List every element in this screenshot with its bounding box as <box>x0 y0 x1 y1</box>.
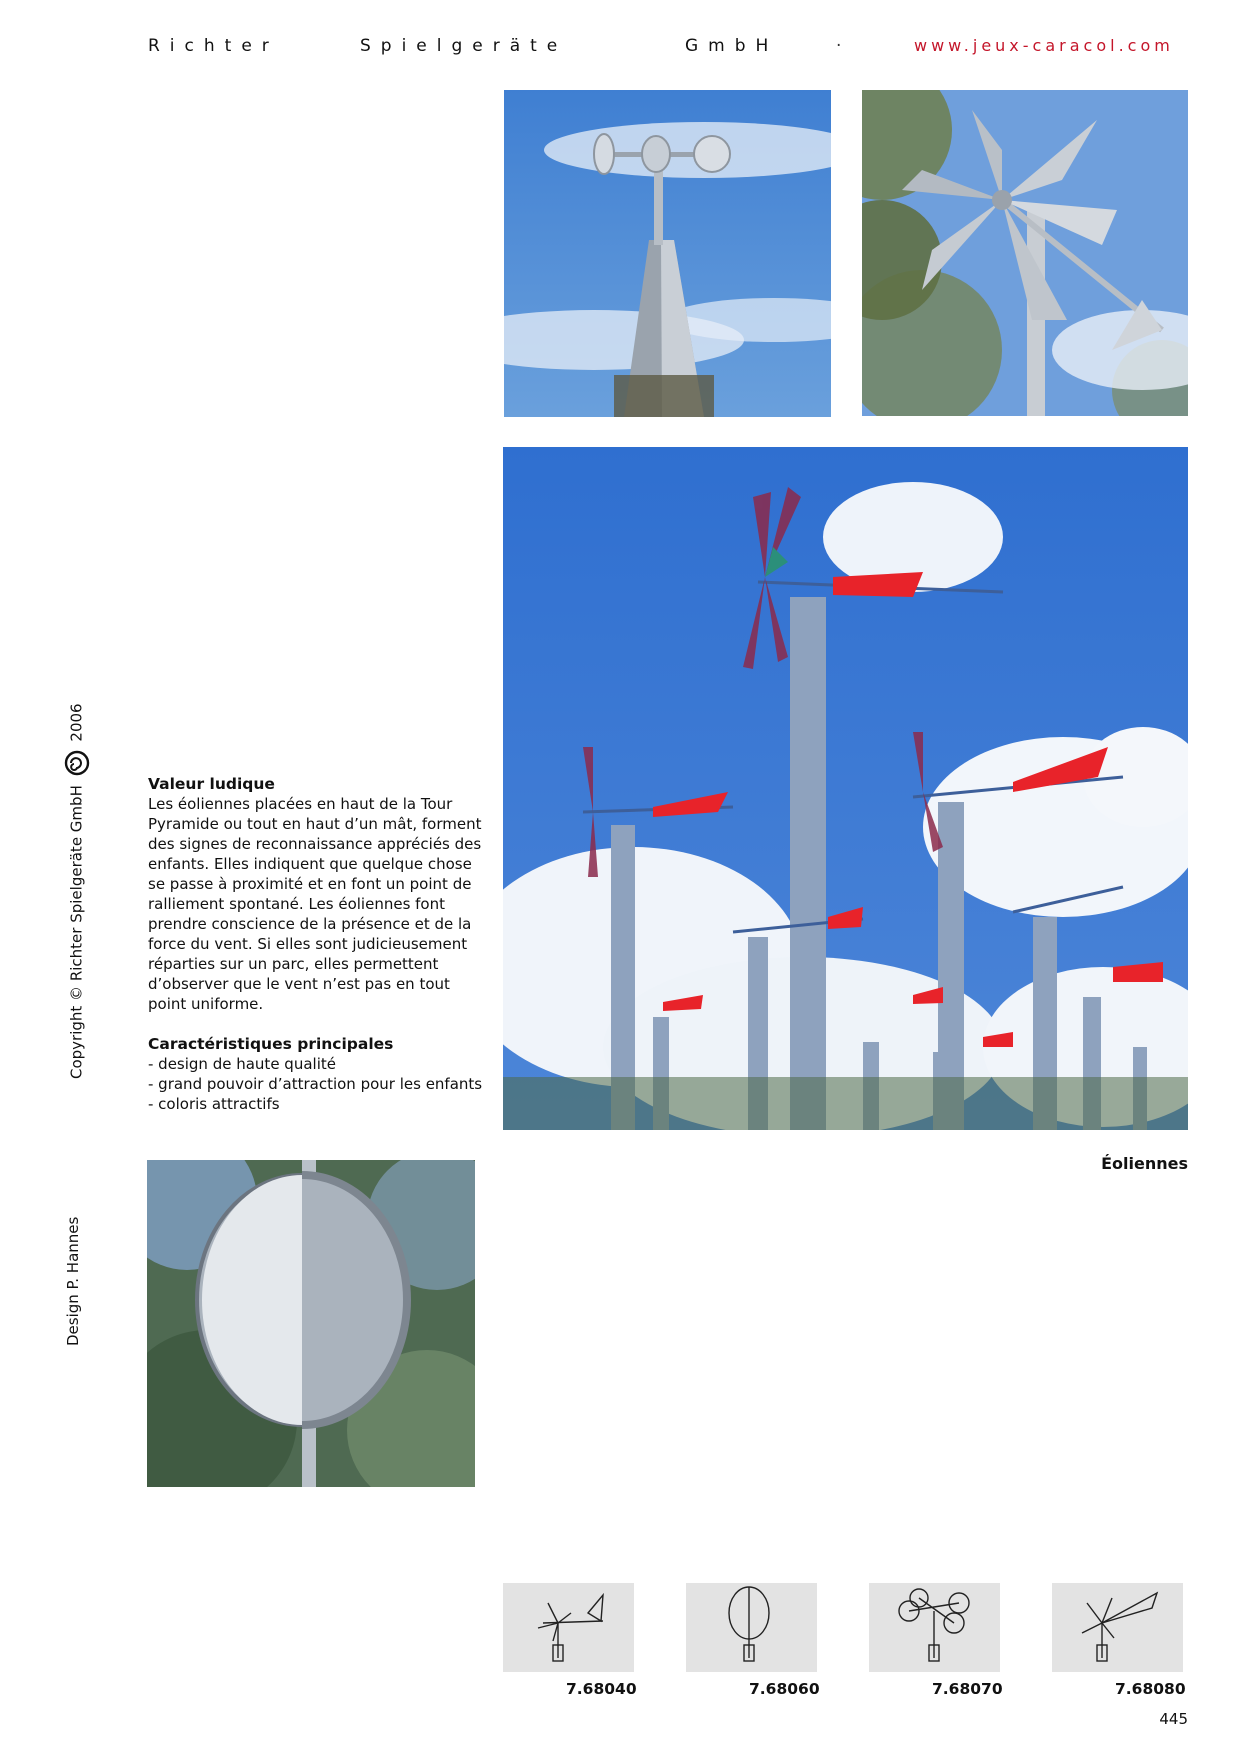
product-code: 7.68040 <box>566 1680 637 1698</box>
brand-word-1: Richter <box>148 36 279 56</box>
product-thumb-7.68040 <box>503 1583 634 1672</box>
product-code: 7.68070 <box>932 1680 1003 1698</box>
photo-pinwheel <box>862 90 1188 416</box>
product-thumb-7.68080 <box>1052 1583 1183 1672</box>
brand-word-3: GmbH <box>685 36 779 56</box>
brand-header <box>148 36 778 56</box>
product-code: 7.68080 <box>1115 1680 1186 1698</box>
product-code: 7.68060 <box>749 1680 820 1698</box>
product-thumb-7.68070 <box>869 1583 1000 1672</box>
product-thumb-7.68060 <box>686 1583 817 1672</box>
windvane-icon <box>503 1583 634 1672</box>
copyright-year: 2006 <box>67 703 86 742</box>
header-separator: · <box>836 36 852 56</box>
snail-logo-icon <box>64 750 90 776</box>
brand-word-2: Spielgeräte <box>360 36 568 56</box>
feature-item: - design de haute qualité <box>148 1055 336 1073</box>
copyright-text: Copyright © Richter Spielgeräte GmbH <box>67 785 86 1079</box>
photo-caption: Éoliennes <box>1101 1154 1188 1173</box>
description-block <box>148 774 484 1114</box>
website-link[interactable]: www.jeux-caracol.com <box>914 36 1174 55</box>
feature-item: - coloris attractifs <box>148 1095 280 1113</box>
copyright-notice <box>64 703 90 1079</box>
section-title-features: Caractéristiques principales <box>148 1035 394 1053</box>
play-value-text: Les éoliennes placées en haut de la Tour Pyramide ou tout en haut d’un mât, forment des signes de reconnaissance appréciés des enfants. Elles indiquent que quelque chose se passe à proximité et en font un point de ralliement spontané. Les éoliennes font prendre conscience de la présence et de la force du vent. Si elles sont judicieusement réparties sur un parc, elles permettent d’observer que le vent n’est pas en tout point uniforme. <box>148 795 482 1013</box>
section-title-play-value: Valeur ludique <box>148 775 275 793</box>
feature-item: - grand pouvoir d’attraction pour les enfants <box>148 1075 483 1093</box>
design-credit: Design P. Hannes <box>64 1216 82 1346</box>
photo-wind-vanes-field <box>503 447 1188 1130</box>
features-list <box>148 1054 484 1114</box>
photo-disc-turbine <box>147 1160 475 1487</box>
photo-anemometer-pyramid <box>504 90 831 417</box>
page-number: 445 <box>1159 1710 1188 1728</box>
